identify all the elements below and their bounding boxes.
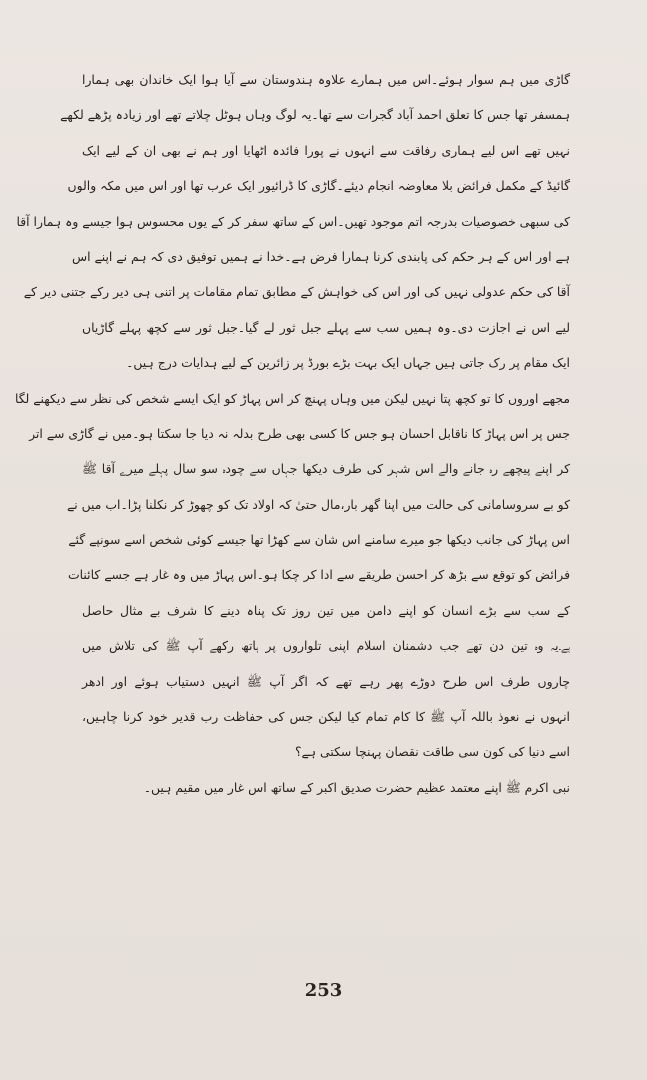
text-line: چاروں طرف اس طرح دوڑے پھر رہے تھے کہ اگر آپ ﷺ انہیں دستیاب ہوئے اور ادھر xyxy=(82,673,570,689)
text-line: ایک مقام پر رک جاتی ہیں جہاں ایک بہت بڑے بورڈ پر زائرین کے لیے ہدایات درج ہیں۔ xyxy=(126,355,570,371)
text-line: مجھے اوروں کا تو کچھ پتا نہیں لیکن میں وہاں پہنچ کر اس پہاڑ کو ایک ایسے شخص کی نظر سے دیکھنے لگا xyxy=(14,390,570,406)
text-line: گائیڈ کے مکمل فرائض بلا معاوضہ انجام دیئے۔گاڑی کا ڈرائیور ایک عرب تھا اور اس میں مکہ والوں xyxy=(67,178,570,194)
text-line: اس پہاڑ کی جانب دیکھا جو میرے سامنے اس شان سے کھڑا تھا جیسے کوئی شخص اسے سونپے گئے xyxy=(68,532,570,548)
text-line: ہے اور اس کے ہر حکم کی پابندی کرنا ہمارا فرض ہے۔خدا نے ہمیں توفیق دی کہ ہم نے اپنے اس xyxy=(71,248,570,264)
text-line: کر اپنے پیچھے رہ جانے والے اس شہر کی طرف دیکھا جہاں سے چودہ سو سال پہلے میرے آقا ﷺ xyxy=(82,461,570,477)
text-line: ہمسفر تھا جس کا تعلق احمد آباد گجرات سے تھا۔یہ لوگ وہاں ہوٹل چلاتے تھے اور زیادہ پڑھے لکھے xyxy=(60,107,570,123)
text-line: ہے۔یہ وہ تین دن تھے جب دشمنان اسلام اپنی تلواروں پر ہاتھ رکھے آپ ﷺ کی تلاش میں xyxy=(82,638,570,654)
text-line: کو بے سروسامانی کی حالت میں اپنا گھر بار،مال حتیٰ کہ اولاد تک کو چھوڑ کر نکلنا پڑا۔اب میں نے xyxy=(66,496,570,512)
text-line: فرائض کو توقع سے بڑھ کر احسن طریقے سے ادا کر چکا ہو۔اس پہاڑ میں وہ غار ہے جسے کائنات xyxy=(67,567,570,583)
text-line: گاڑی میں ہم سوار ہوئے۔اس میں ہمارے علاوہ ہندوستان سے آیا ہوا ایک خاندان بھی ہمارا xyxy=(82,72,570,87)
text-line: کے سب سے بڑے انسان کو اپنے دامن میں تین روز تک پناہ دینے کا شرف بے مثال حاصل xyxy=(82,602,570,618)
text-line: اسے دنیا کی کون سی طاقت نقصان پہنچا سکتی ہے؟ xyxy=(294,744,570,760)
text-line: نبی اکرم ﷺ اپنے معتمد عظیم حضرت صدیق اکبر کے ساتھ اس غار میں مقیم ہیں۔ xyxy=(143,779,570,795)
text-line: کی سبھی خصوصیات بدرجہ اتم موجود تھیں۔اس کے ساتھ سفر کر کے یوں محسوس ہوا جیسے وہ ہمارا آقا xyxy=(16,213,570,229)
text-line: انہوں نے نعوذ باللہ آپ ﷺ کا کام تمام کیا لیکن جس کی حفاظت رب قدیر خود کرنا چاہیں، xyxy=(82,709,570,725)
text-line: لیے اس نے اجازت دی۔وہ ہمیں سب سے پہلے جبل ثور لے گیا۔جبل ثور سے کچھ پہلے گاڑیاں xyxy=(82,319,570,335)
text-line: آقا کی حکم عدولی نہیں کی اور اس کی خواہش کے مطابق تمام مقامات پر اتنی ہی دیر رکے جتنی دیر کے xyxy=(23,284,570,300)
page-number: 253 xyxy=(304,980,343,1001)
text-line: جس پر اس پہاڑ کا ناقابل احسان ہو جس کا کسی بھی طرح بدلہ نہ دیا جا سکتا ہو۔میں نے گاڑی سے اتر xyxy=(29,425,570,441)
text-line: نہیں تھے اس لیے ہماری رفاقت سے انہوں نے پورا فائدہ اٹھایا اور ہم نے بھی ان کے لیے ایک xyxy=(82,142,570,158)
body-text xyxy=(14,62,570,805)
